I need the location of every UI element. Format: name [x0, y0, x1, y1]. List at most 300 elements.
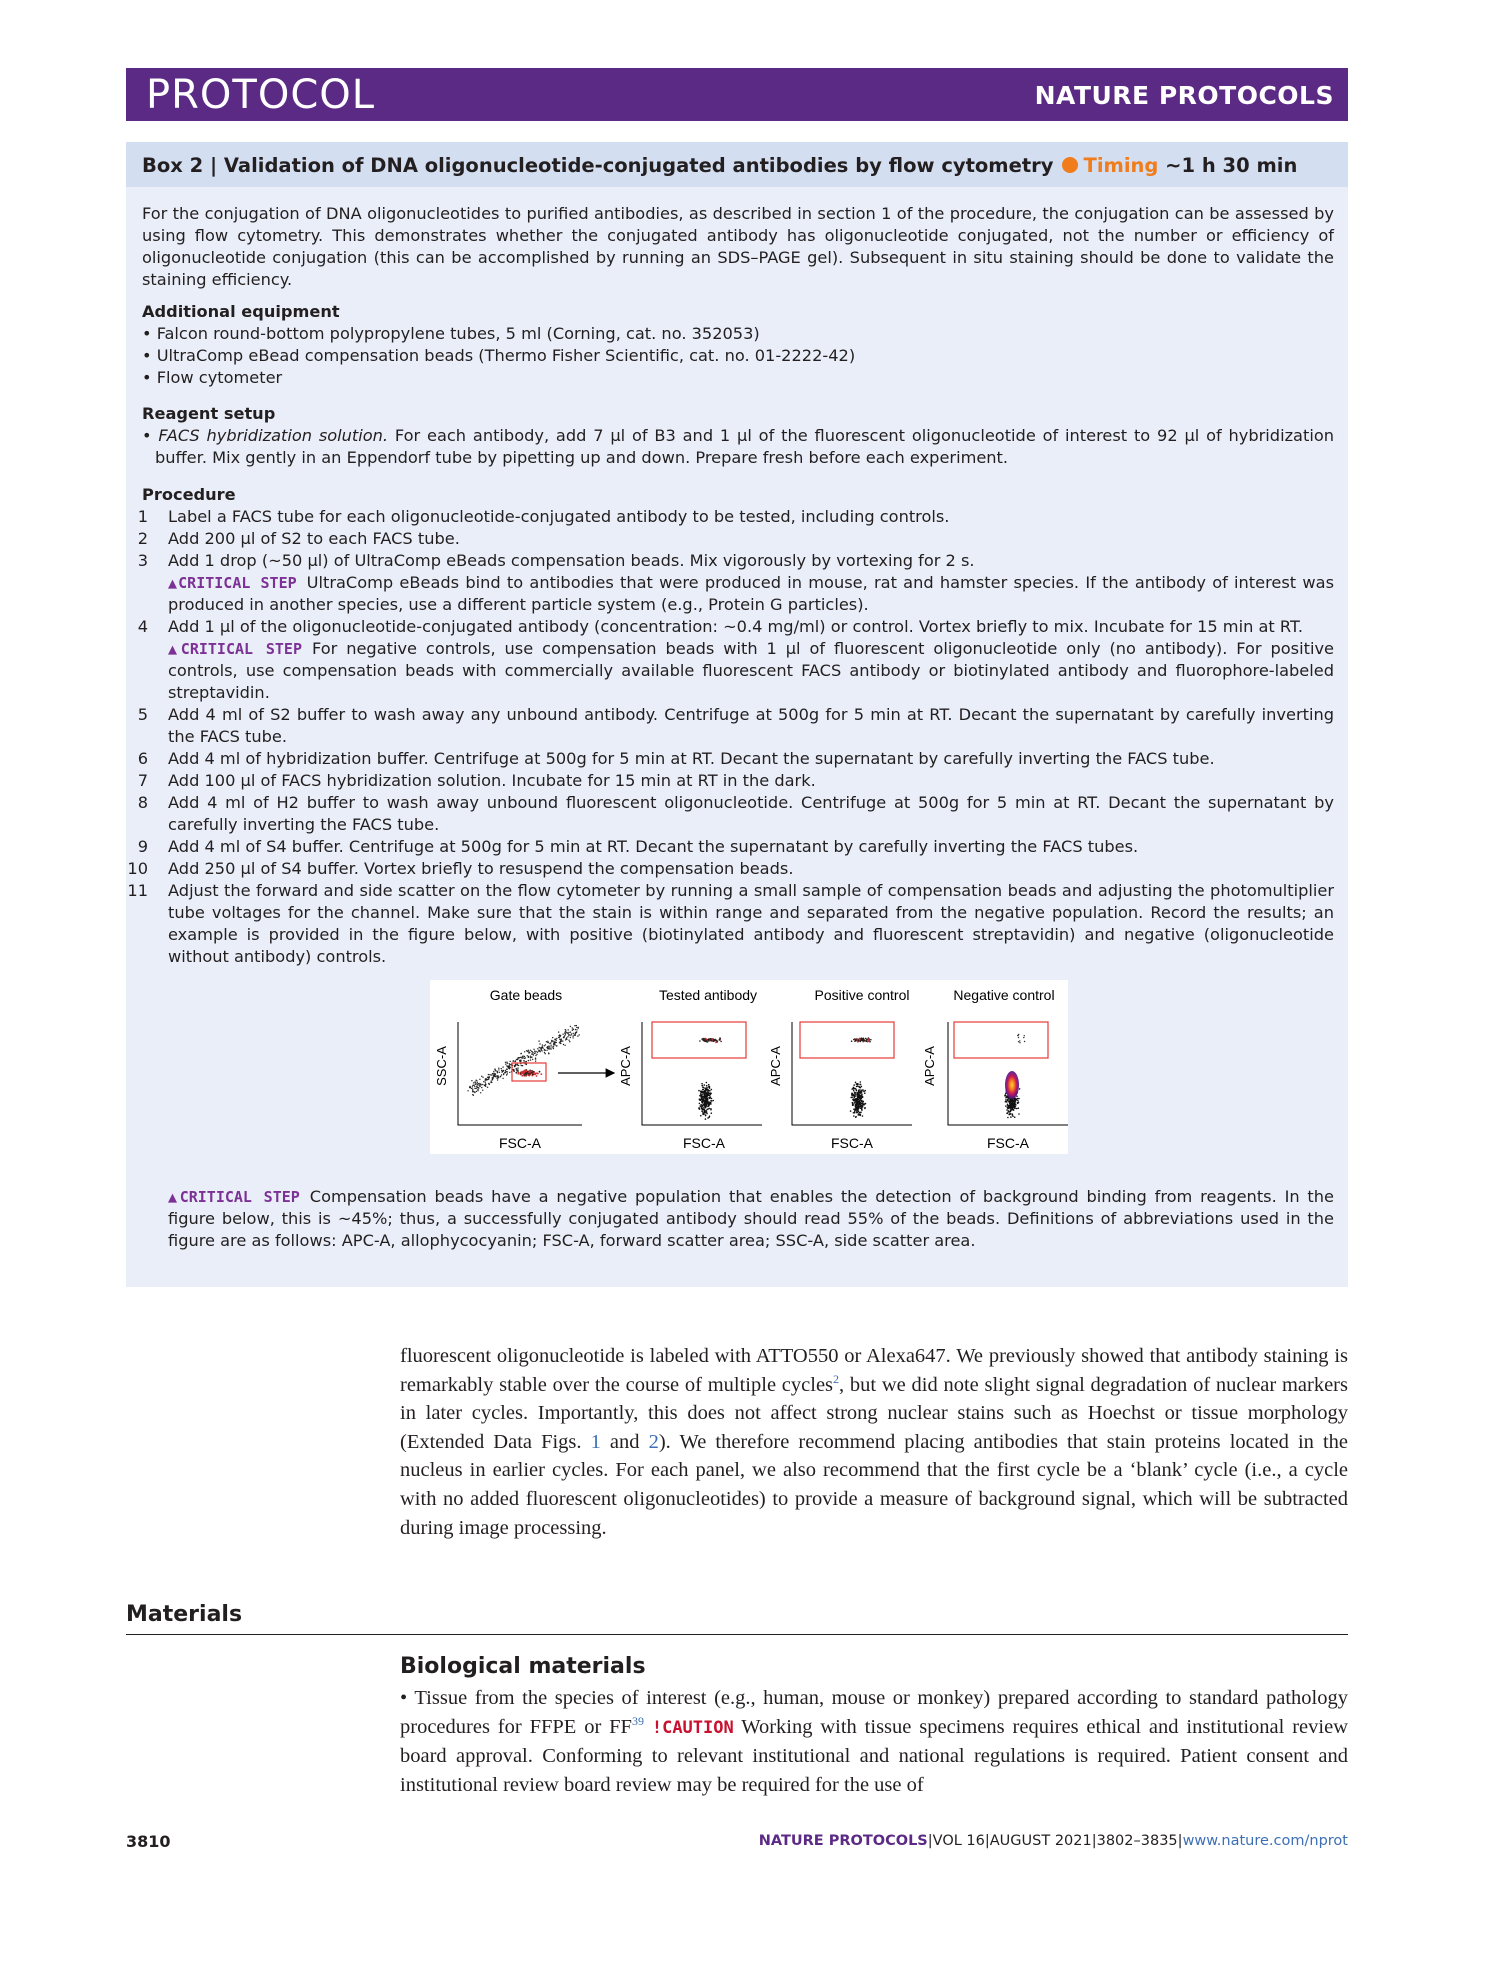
x-label-negative: FSC-A [987, 1135, 1029, 1151]
scatter-point [536, 1075, 538, 1077]
scatter-point [548, 1046, 549, 1047]
scatter-point [709, 1115, 711, 1117]
scatter-point [701, 1110, 703, 1112]
step-text: Adjust the forward and side scatter on the flow cytometer by running a small sample of compensation beads and adjusting the photomultiplier tube voltages for the channel. Make sure that the stain is within range and separated from the negative population. Record the results; an example is provided in the figure below, with positive (biotinylated antibody and fluorescent streptavidin) and negative (oligonucleotide without antibody) controls. [168, 881, 1334, 966]
scatter-point [540, 1051, 541, 1052]
scatter-point [703, 1089, 705, 1091]
scatter-point [556, 1045, 557, 1046]
scatter-point [556, 1038, 557, 1039]
critical-step-label: ▲CRITICAL STEP [168, 574, 297, 592]
step-text: Add 250 µl of S4 buffer. Vortex briefly to resuspend the compensation beads. [168, 859, 794, 878]
scatter-point [708, 1105, 710, 1107]
step-number: 4 [137, 617, 148, 636]
scatter-point [860, 1114, 862, 1116]
caution-label: !CAUTION [651, 1717, 734, 1738]
citation[interactable]: 39 [631, 1713, 644, 1728]
scatter-point [493, 1071, 494, 1072]
scatter-point [712, 1100, 714, 1102]
equipment-item: • Falcon round-bottom polypropylene tubes, 5 ml (Corning, cat. no. 352053) [142, 324, 760, 343]
scatter-point [1011, 1102, 1013, 1104]
scatter-point [1013, 1109, 1015, 1111]
scatter-point [482, 1084, 483, 1085]
figure-link[interactable]: 1 [590, 1430, 601, 1453]
scatter-point [538, 1050, 539, 1051]
scatter-point [1018, 1098, 1020, 1100]
scatter-point [472, 1094, 473, 1095]
scatter-point [852, 1094, 854, 1096]
scatter-point [700, 1115, 702, 1117]
scatter-point [485, 1082, 486, 1083]
scatter-point [540, 1047, 541, 1048]
scatter-point [708, 1093, 710, 1095]
timing-label: Timing [1083, 154, 1159, 177]
scatter-point [571, 1033, 572, 1034]
scatter-point [1007, 1112, 1009, 1114]
scatter-point [565, 1034, 566, 1035]
reagent-heading: Reagent setup [142, 404, 276, 423]
scatter-point [554, 1042, 555, 1043]
critical-step-text: Compensation beads have a negative population that enables the detection of background binding from reagents. In the figure below, this is ~45%; thus, a successfully conjugated antibody should read 55% of the beads. Definitions of abbreviations used in the figure are as follows: APC-A, allophycocyanin; FSC-A, forward scatter area; SSC-A, side scatter area. [168, 1187, 1334, 1250]
scatter-point [857, 1109, 859, 1111]
scatter-point [858, 1113, 860, 1115]
scatter-point [699, 1107, 701, 1109]
scatter-point [545, 1044, 546, 1045]
scatter-point [528, 1060, 529, 1061]
scatter-point [859, 1106, 861, 1108]
scatter-point [539, 1043, 540, 1044]
scatter-point [476, 1083, 477, 1084]
step-number: 6 [137, 749, 148, 768]
scatter-point [866, 1039, 868, 1041]
scatter-point [509, 1072, 510, 1073]
scatter-point [481, 1087, 482, 1088]
scatter-point [560, 1042, 561, 1043]
scatter-point [859, 1038, 861, 1040]
scatter-point [853, 1084, 855, 1086]
scatter-point [537, 1052, 538, 1053]
scatter-point [703, 1098, 705, 1100]
box-title-bar [126, 142, 1348, 187]
scatter-point [855, 1098, 857, 1100]
footer-journal: NATURE PROTOCOLS [758, 1833, 928, 1849]
scatter-point [852, 1103, 854, 1105]
scatter-point [564, 1045, 565, 1046]
scatter-point [704, 1084, 706, 1086]
scatter-point [499, 1072, 500, 1073]
scatter-point [575, 1029, 576, 1030]
scatter-point [552, 1037, 553, 1038]
scatter-point [566, 1037, 567, 1038]
scatter-point [860, 1081, 862, 1083]
scatter-point [488, 1074, 489, 1075]
scatter-point [563, 1044, 564, 1045]
footer-citation [759, 1833, 1348, 1849]
scatter-point [540, 1073, 542, 1075]
flow-cytometry-figure [430, 980, 1068, 1154]
scatter-point [472, 1091, 473, 1092]
scatter-point [708, 1084, 710, 1086]
scatter-point [710, 1100, 712, 1102]
scatter-point [565, 1033, 566, 1034]
body-text: • Tissue from the species of interest (e.g., human, mouse or monkey) prepared according to standard pathology procedures for FFPE or FF [400, 1687, 1348, 1738]
scatter-point [701, 1094, 703, 1096]
scatter-point [850, 1110, 852, 1112]
scatter-point [1005, 1097, 1007, 1099]
scatter-point [860, 1102, 862, 1104]
panel-negative-axes [948, 1022, 1068, 1125]
y-label-tested: APC-A [618, 1046, 633, 1086]
scatter-point [568, 1040, 569, 1041]
scatter-point [861, 1094, 863, 1096]
scatter-point [477, 1089, 478, 1090]
scatter-point [505, 1070, 506, 1071]
scatter-point [1010, 1116, 1012, 1118]
scatter-point [501, 1068, 502, 1069]
scatter-point [562, 1040, 563, 1041]
scatter-point [569, 1041, 570, 1042]
panel-title-gate: Gate beads [489, 987, 563, 1003]
scatter-point [471, 1080, 472, 1081]
scatter-point [482, 1077, 483, 1078]
scatter-point [708, 1039, 710, 1041]
scatter-point [575, 1032, 576, 1033]
scatter-point [1009, 1105, 1011, 1107]
scatter-point [1008, 1106, 1010, 1108]
scatter-point [864, 1108, 866, 1110]
scatter-point [858, 1104, 860, 1106]
scatter-point [547, 1046, 548, 1047]
scatter-point [568, 1029, 569, 1030]
scatter-point [699, 1098, 701, 1100]
scatter-point [530, 1050, 531, 1051]
scatter-point [518, 1072, 520, 1074]
scatter-point [565, 1031, 566, 1032]
scatter-point [705, 1040, 707, 1042]
scatter-point [1007, 1117, 1009, 1119]
scatter-point [1018, 1107, 1020, 1109]
scatter-point [1019, 1040, 1020, 1041]
scatter-point [532, 1054, 533, 1055]
section-label: PROTOCOL [146, 72, 376, 118]
scatter-point [861, 1100, 863, 1102]
scatter-point [551, 1041, 552, 1042]
scatter-point [703, 1109, 705, 1111]
scatter-point [528, 1056, 529, 1057]
gate-rect-tested [652, 1022, 746, 1058]
scatter-point [577, 1035, 578, 1036]
scatter-point [562, 1034, 563, 1035]
scatter-point [1008, 1110, 1010, 1112]
scatter-point [518, 1057, 519, 1058]
scatter-point [1024, 1035, 1025, 1036]
scatter-point [705, 1110, 707, 1112]
scatter-point [1014, 1116, 1016, 1118]
scatter-point [856, 1105, 858, 1107]
scatter-point [1014, 1107, 1016, 1109]
scatter-point [868, 1040, 870, 1042]
scatter-point [515, 1064, 516, 1065]
scatter-point [560, 1041, 561, 1042]
scatter-point [857, 1108, 859, 1110]
step-text: Add 100 µl of FACS hybridization solution. Incubate for 15 min at RT in the dark. [168, 771, 816, 790]
scatter-point [570, 1032, 571, 1033]
scatter-point [548, 1052, 549, 1053]
scatter-point [491, 1080, 492, 1081]
scatter-point [535, 1051, 536, 1052]
scatter-point [1011, 1109, 1013, 1111]
scatter-point [497, 1072, 498, 1073]
scatter-point [711, 1040, 713, 1042]
negative-density-hotspot [1005, 1071, 1019, 1099]
scatter-point [704, 1113, 706, 1115]
scatter-point [490, 1082, 491, 1083]
scatter-point [474, 1081, 475, 1082]
scatter-point [476, 1085, 477, 1086]
body-text: and [600, 1430, 649, 1453]
scatter-point [524, 1058, 525, 1059]
citation[interactable]: 2 [833, 1371, 840, 1386]
scatter-point [479, 1085, 480, 1086]
scatter-point [535, 1061, 536, 1062]
step-text: Add 4 ml of S2 buffer to wash away any unbound antibody. Centrifuge at 500g for 5 min at RT. Decant the supernatant by carefully inverting the FACS tube. [168, 705, 1334, 746]
box-title [142, 154, 1297, 177]
critical-step-label: ▲CRITICAL STEP [168, 640, 302, 658]
critical-step [168, 572, 1334, 616]
scatter-point [536, 1072, 538, 1074]
scatter-point [706, 1098, 708, 1100]
scatter-point [534, 1051, 535, 1052]
step-number: 8 [137, 793, 148, 812]
scatter-point [862, 1039, 864, 1041]
scatter-point [706, 1113, 708, 1115]
scatter-point [516, 1070, 518, 1072]
step-number: 11 [127, 881, 148, 900]
scatter-point [864, 1090, 866, 1092]
scatter-point [472, 1090, 473, 1091]
scatter-point [1007, 1104, 1009, 1106]
scatter-point [515, 1060, 516, 1061]
scatter-point [547, 1042, 548, 1043]
scatter-point [531, 1051, 532, 1052]
scatter-point [701, 1108, 703, 1110]
scatter-point [572, 1037, 573, 1038]
scatter-point [705, 1118, 707, 1120]
scatter-point [702, 1096, 704, 1098]
scatter-point [856, 1090, 858, 1092]
scatter-point [502, 1066, 503, 1067]
scatter-point [706, 1082, 708, 1084]
scatter-point [704, 1101, 706, 1103]
scatter-point [711, 1098, 713, 1100]
scatter-point [870, 1039, 872, 1041]
scatter-point [535, 1058, 536, 1059]
scatter-point [485, 1079, 486, 1080]
scatter-point [708, 1090, 710, 1092]
scatter-point [553, 1044, 554, 1045]
scatter-point [491, 1074, 492, 1075]
scatter-point [492, 1073, 493, 1074]
scatter-point [473, 1085, 474, 1086]
scatter-point [560, 1039, 561, 1040]
step-text: Add 4 ml of hybridization buffer. Centrifuge at 500g for 5 min at RT. Decant the supernatant by carefully inverting the FACS tube. [168, 749, 1215, 768]
scatter-point [574, 1025, 575, 1026]
body-text: , but we did note slight signal degradation of nuclear markers in later cycles. Importantly, this does not affect strong nuclear stains such as Hoechst or tissue morphology (Extended Data Figs. [400, 1373, 1348, 1453]
scatter-point [524, 1051, 525, 1052]
scatter-point [550, 1045, 551, 1046]
scatter-point [525, 1069, 527, 1071]
scatter-point [1005, 1105, 1007, 1107]
scatter-point [707, 1108, 709, 1110]
y-label-positive: APC-A [768, 1046, 783, 1086]
footer-separator: | [1177, 1833, 1183, 1849]
timing-dot-icon [1062, 157, 1078, 173]
scatter-point [544, 1049, 545, 1050]
scatter-point [498, 1069, 499, 1070]
scatter-point [702, 1114, 704, 1116]
scatter-point [560, 1035, 561, 1036]
box-intro: For the conjugation of DNA oligonucleotides to purified antibodies, as described in section 1 of the procedure, the conjugation can be assessed by using flow cytometry. This demonstrates whether the conjugated antibody has oligonucleotide conjugated, not the number or efficiency of oligonucleotide conjugation (this can be accomplished by running an SDS–PAGE gel). Subsequent in situ staining should be done to validate the staining efficiency. [142, 204, 1334, 289]
scatter-point [531, 1056, 532, 1057]
scatter-point [705, 1112, 707, 1114]
scatter-point [536, 1054, 537, 1055]
scatter-point [859, 1098, 861, 1100]
scatter-point [479, 1079, 480, 1080]
scatter-point [862, 1038, 864, 1040]
scatter-point [1017, 1100, 1019, 1102]
scatter-point [564, 1035, 565, 1036]
scatter-point [546, 1041, 547, 1042]
scatter-point [868, 1039, 870, 1041]
scatter-point [556, 1040, 557, 1041]
critical-step-text: For negative controls, use compensation beads with 1 µl of fluorescent oligonucleotide only (no antibody). For positive controls, use compensation beads with commercially available fluorescent FACS antibody or biotinylated antibody and fluorophore-labeled streptavidin. [168, 639, 1334, 702]
scatter-point [494, 1076, 495, 1077]
scatter-point [480, 1084, 481, 1085]
step-number: 1 [137, 507, 148, 526]
footer-url[interactable]: www.nature.com/nprot [1182, 1833, 1348, 1849]
scatter-point [862, 1101, 864, 1103]
step-number: 3 [137, 551, 148, 570]
biological-materials-heading: Biological materials [400, 1654, 646, 1679]
step-number: 10 [127, 859, 148, 878]
scatter-point [475, 1080, 476, 1081]
scatter-point [705, 1038, 707, 1040]
scatter-point [701, 1107, 703, 1109]
y-label-negative: APC-A [922, 1046, 937, 1086]
scatter-point [506, 1069, 507, 1070]
figure-link[interactable]: 2 [648, 1430, 659, 1453]
page-number: 3810 [126, 1832, 171, 1851]
critical-step [168, 638, 1334, 704]
scatter-point [573, 1033, 574, 1034]
scatter-point [516, 1068, 517, 1069]
scatter-point [526, 1061, 527, 1062]
footer-separator: | [927, 1833, 933, 1849]
scatter-point [502, 1078, 503, 1079]
scatter-point [572, 1029, 573, 1030]
scatter-point [720, 1041, 722, 1043]
scatter-point [578, 1027, 579, 1028]
scatter-point [501, 1070, 502, 1071]
scatter-point [860, 1089, 862, 1091]
scatter-point [1007, 1097, 1009, 1099]
step-number: 2 [137, 529, 148, 548]
scatter-point [521, 1065, 522, 1066]
step-number: 9 [137, 837, 148, 856]
scatter-point [711, 1089, 713, 1091]
scatter-point [514, 1065, 515, 1066]
scatter-point [492, 1077, 493, 1078]
scatter-point [533, 1049, 534, 1050]
step-text: Add 200 µl of S2 to each FACS tube. [168, 529, 460, 548]
scatter-point [579, 1034, 580, 1035]
scatter-point [504, 1072, 505, 1073]
scatter-point [513, 1070, 514, 1071]
step-number: 5 [137, 705, 148, 724]
scatter-point [1007, 1100, 1009, 1102]
scatter-point [1016, 1108, 1018, 1110]
scatter-point [1012, 1104, 1014, 1106]
scatter-point [532, 1074, 534, 1076]
scatter-point [710, 1038, 712, 1040]
scatter-point [541, 1049, 542, 1050]
scatter-point [851, 1096, 853, 1098]
scatter-point [858, 1040, 860, 1042]
scatter-point [480, 1092, 481, 1093]
biological-materials-item [400, 1684, 1348, 1799]
scatter-point [707, 1117, 709, 1119]
scatter-point [854, 1088, 856, 1090]
scatter-point [855, 1109, 857, 1111]
scatter-point [1015, 1098, 1017, 1100]
scatter-point [706, 1094, 708, 1096]
scatter-point [861, 1108, 863, 1110]
scatter-point [1011, 1100, 1013, 1102]
scatter-point [568, 1032, 569, 1033]
scatter-point [852, 1088, 854, 1090]
scatter-point [855, 1095, 857, 1097]
body-text: fluorescent oligonucleotide is labeled with ATTO550 or Alexa647. We previously showed that antibody staining is remarkably stable over the course of multiple cycles [400, 1345, 1348, 1396]
procedure-heading: Procedure [142, 485, 236, 504]
scatter-point [533, 1071, 535, 1073]
step-text: Add 1 µl of the oligonucleotide-conjugated antibody (concentration: ~0.4 mg/ml) or control. Vortex briefly to mix. Incubate for 15 min at RT. [168, 617, 1304, 636]
scatter-point [1024, 1041, 1025, 1042]
scatter-point [711, 1112, 713, 1114]
scatter-point [489, 1074, 490, 1075]
scatter-point [471, 1088, 472, 1089]
scatter-point [501, 1071, 502, 1072]
scatter-point [474, 1086, 475, 1087]
scatter-point [528, 1050, 529, 1051]
scatter-point [1013, 1100, 1015, 1102]
scatter-point [862, 1089, 864, 1091]
scatter-point [705, 1115, 707, 1117]
scatter-point [521, 1073, 523, 1075]
scatter-point [506, 1065, 507, 1066]
scatter-point [855, 1116, 857, 1118]
scatter-point [1009, 1103, 1011, 1105]
scatter-point [574, 1035, 575, 1036]
panel-title-negative: Negative control [953, 987, 1055, 1003]
scatter-point [495, 1076, 496, 1077]
step-text: Add 4 ml of H2 buffer to wash away unbound fluorescent oligonucleotide. Centrifuge at 500g for 5 min at RT. Decant the supernatant by carefully inverting the FACS tube. [168, 793, 1334, 834]
scatter-point [546, 1050, 547, 1051]
scatter-point [576, 1025, 577, 1026]
scatter-point [710, 1092, 712, 1094]
scatter-point [701, 1083, 703, 1085]
scatter-point [523, 1060, 524, 1061]
scatter-point [1005, 1099, 1007, 1101]
scatter-point [541, 1050, 542, 1051]
